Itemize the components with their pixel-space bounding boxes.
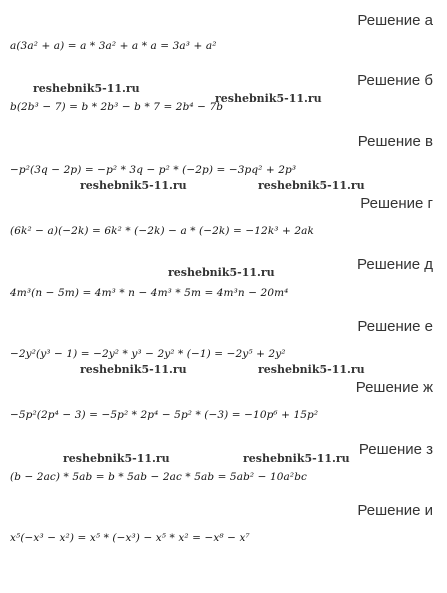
equation-v: −p²(3q − 2p) = −p² * 3q − p² * (−2p) = −3pq² + 2p³ [10, 164, 297, 176]
equation-b: b(2b³ − 7) = b * 2b³ − b * 7 = 2b⁴ − 7b [10, 101, 224, 113]
heading-b: Решение б [357, 72, 433, 89]
heading-zh: Решение ж [355, 379, 433, 396]
heading-g: Решение г [360, 195, 433, 212]
equation-i: x⁵(−x³ − x²) = x⁵ * (−x³) − x⁵ * x² = −x⁸ − x⁷ [10, 532, 250, 544]
equation-g: (6k² − a)(−2k) = 6k² * (−2k) − a * (−2k) = −12k³ + 2ak [10, 225, 314, 237]
heading-e: Решение е [357, 318, 433, 335]
watermark: reshebnik5-11.ru [243, 452, 350, 465]
watermark: reshebnik5-11.ru [168, 266, 275, 279]
equation-d: 4m³(n − 5m) = 4m³ * n − 4m³ * 5m = 4m³n − 20m⁴ [10, 287, 289, 299]
watermark: reshebnik5-11.ru [63, 452, 170, 465]
heading-z: Решение з [358, 441, 433, 458]
equation-z: (b − 2ac) * 5ab = b * 5ab − 2ac * 5ab = 5ab² − 10a²bc [10, 471, 308, 483]
equation-e: −2y²(y³ − 1) = −2y² * y³ − 2y² * (−1) = −2y⁵ + 2y² [10, 348, 286, 360]
heading-v: Решение в [357, 133, 433, 150]
watermark: reshebnik5-11.ru [80, 363, 187, 376]
heading-a: Решение а [357, 12, 433, 29]
watermark: reshebnik5-11.ru [33, 82, 140, 95]
watermark: reshebnik5-11.ru [258, 179, 365, 192]
watermark: reshebnik5-11.ru [215, 92, 322, 105]
equation-zh: −5p²(2p⁴ − 3) = −5p² * 2p⁴ − 5p² * (−3) = −10p⁶ + 15p² [10, 409, 319, 421]
heading-d: Решение д [357, 256, 433, 273]
equation-a: a(3a² + a) = a * 3a² + a * a = 3a³ + a² [10, 40, 217, 52]
heading-i: Решение и [357, 502, 433, 519]
watermark: reshebnik5-11.ru [258, 363, 365, 376]
watermark: reshebnik5-11.ru [80, 179, 187, 192]
